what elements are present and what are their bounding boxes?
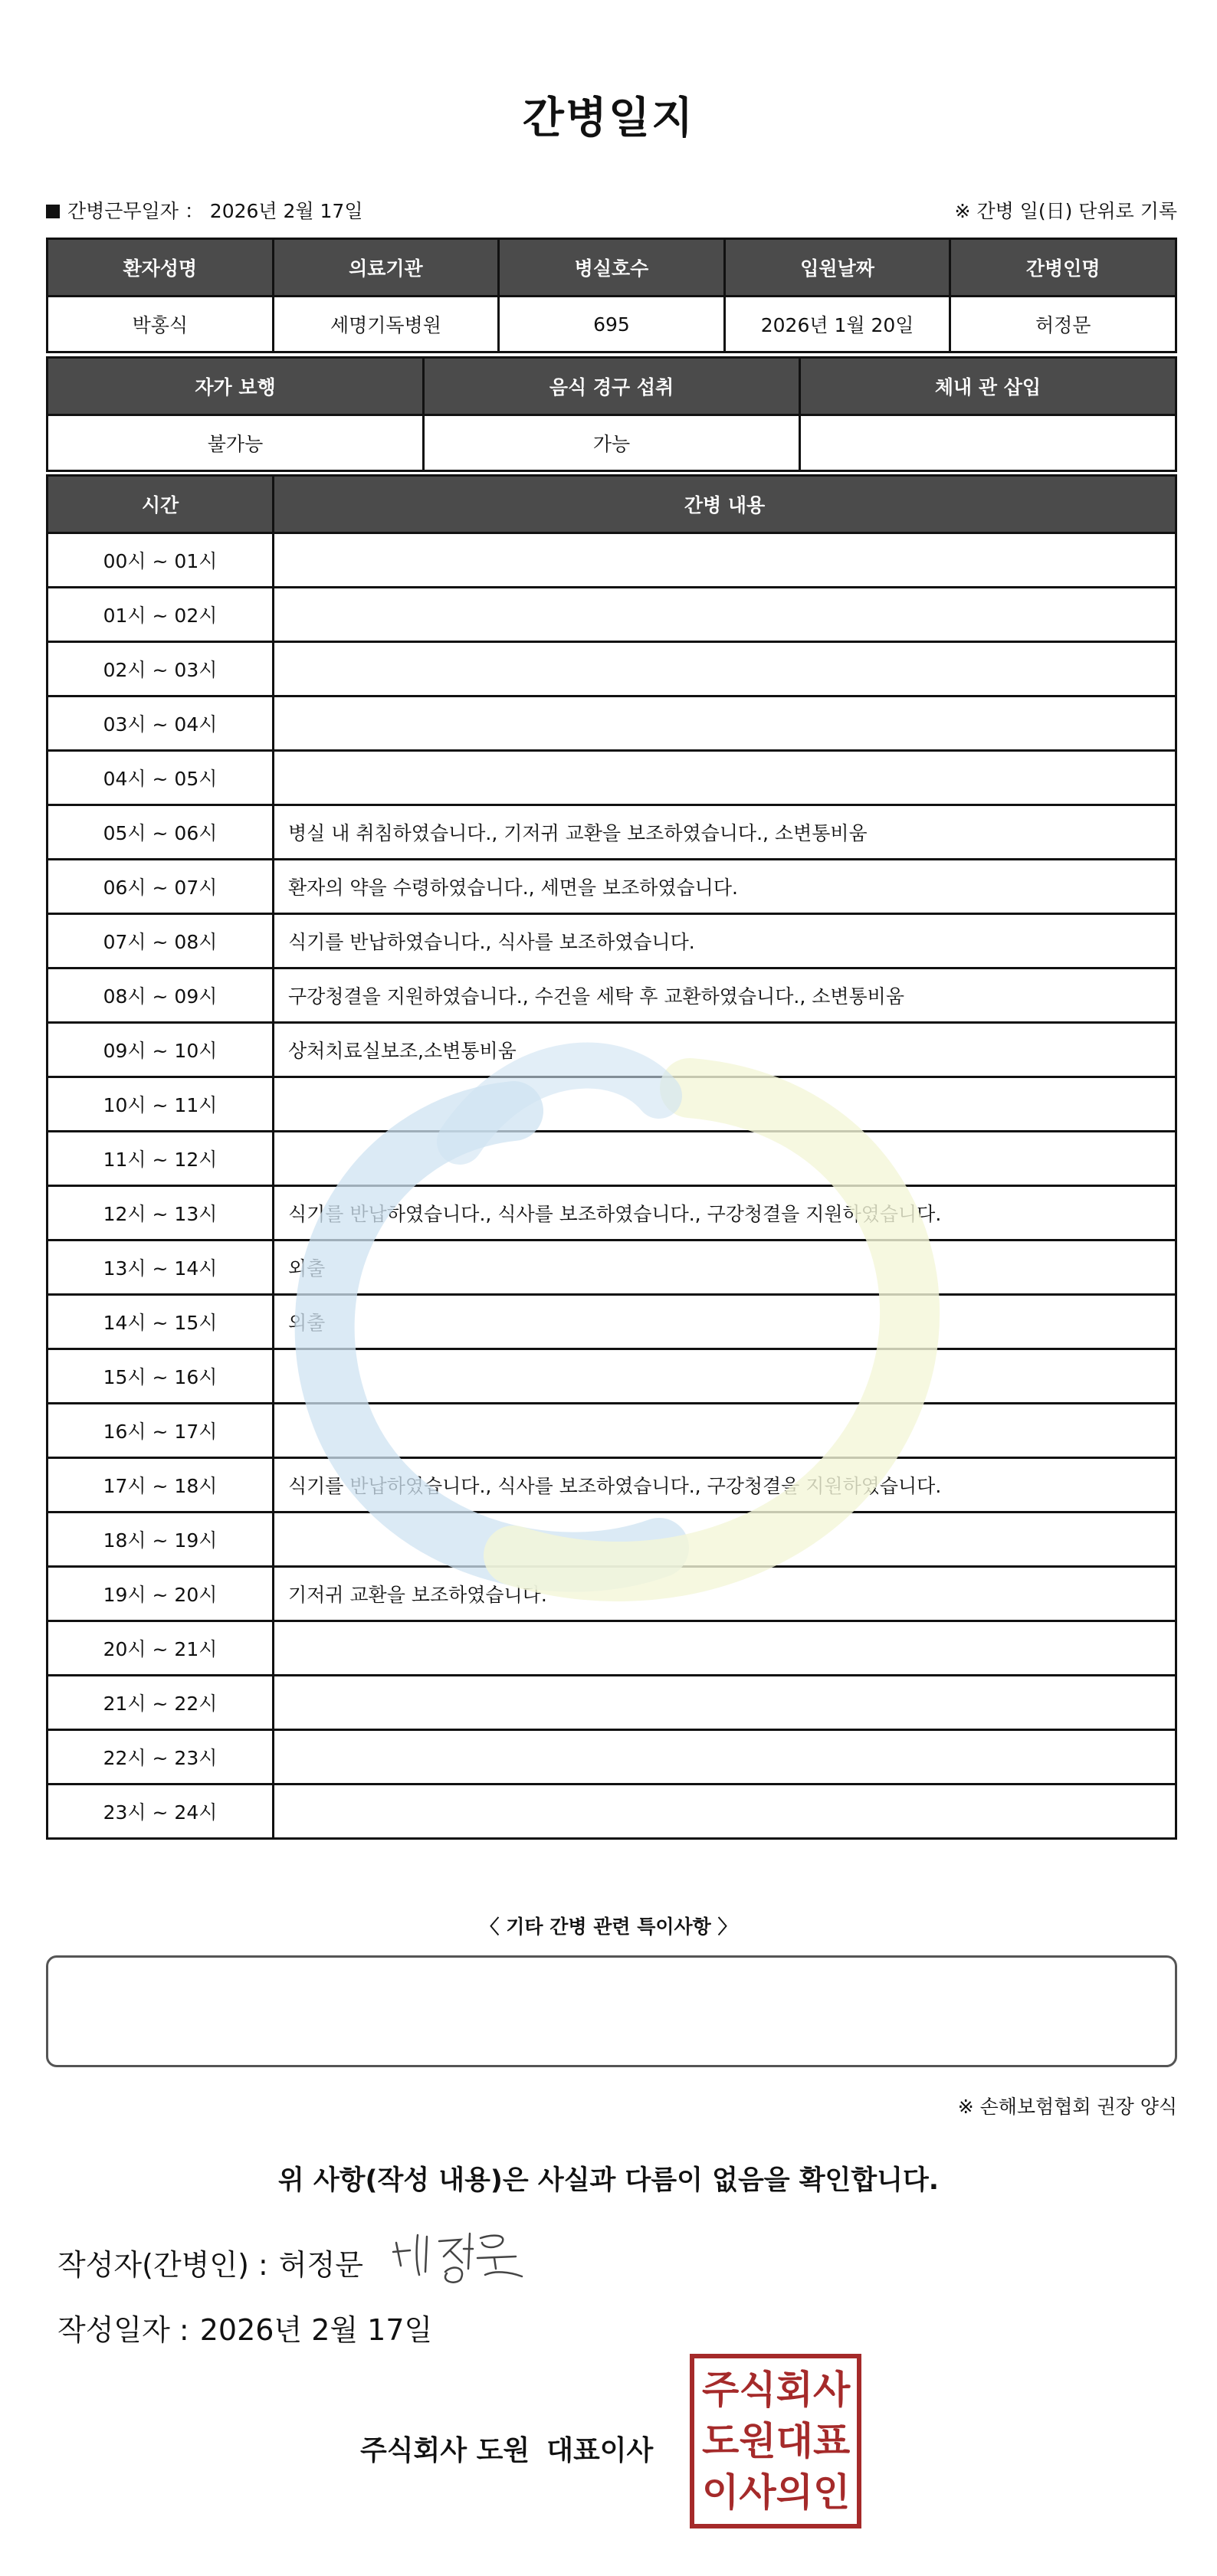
seal-character: 사 bbox=[739, 2469, 776, 2515]
care-content-cell bbox=[274, 751, 1176, 805]
record-note: ※ 간병 일(日) 단위로 기록 bbox=[954, 200, 1177, 222]
oral-intake-value: 가능 bbox=[424, 415, 800, 471]
seal-character: 이 bbox=[702, 2469, 740, 2515]
header-admission-date: 입원날짜 bbox=[724, 239, 950, 297]
seal-character: 의 bbox=[776, 2469, 813, 2515]
care-content-cell bbox=[274, 1676, 1176, 1730]
patient-info-table bbox=[46, 238, 1177, 353]
written-date-line bbox=[57, 2306, 432, 2348]
care-log-table bbox=[46, 474, 1177, 1840]
care-time-cell: 08시 ~ 09시 bbox=[48, 968, 274, 1023]
care-content-cell: 식기를 반납하였습니다., 식사를 보조하였습니다. bbox=[274, 914, 1176, 968]
hospital-name: 세명기독병원 bbox=[273, 297, 499, 352]
header-room-number: 병실호수 bbox=[499, 239, 725, 297]
care-log-row bbox=[48, 1730, 1176, 1785]
care-log-row bbox=[48, 1132, 1176, 1186]
room-number: 695 bbox=[499, 297, 725, 352]
care-log-row bbox=[48, 1240, 1176, 1295]
work-date-text: 간병근무일자 ： 2026년 2월 17일 bbox=[67, 200, 363, 222]
care-log-row bbox=[48, 1785, 1176, 1839]
care-time-cell: 06시 ~ 07시 bbox=[48, 860, 274, 914]
care-time-cell: 12시 ~ 13시 bbox=[48, 1186, 274, 1240]
document-title: 간병일지 bbox=[522, 93, 695, 143]
care-time-cell: 19시 ~ 20시 bbox=[48, 1567, 274, 1621]
admission-date: 2026년 1월 20일 bbox=[724, 297, 950, 352]
care-time-cell: 22시 ~ 23시 bbox=[48, 1730, 274, 1785]
patient-status-table bbox=[46, 356, 1177, 472]
writer-name: 허정문 bbox=[278, 2248, 363, 2282]
seal-character: 인 bbox=[812, 2469, 851, 2515]
header-hospital: 의료기관 bbox=[273, 239, 499, 297]
care-time-cell: 00시 ~ 01시 bbox=[48, 533, 274, 588]
care-content-cell: 식기를 반납하였습니다., 식사를 보조하였습니다., 구강청결을 지원하였습니다. bbox=[274, 1458, 1176, 1512]
care-content-cell: 외출 bbox=[274, 1295, 1176, 1349]
care-content-cell bbox=[274, 1404, 1176, 1458]
care-content-cell: 상처치료실보조,소변통비움 bbox=[274, 1023, 1176, 1077]
care-time-cell: 13시 ~ 14시 bbox=[48, 1240, 274, 1295]
care-time-cell: 15시 ~ 16시 bbox=[48, 1349, 274, 1404]
care-time-cell: 07시 ~ 08시 bbox=[48, 914, 274, 968]
care-log-row bbox=[48, 1458, 1176, 1512]
representative-title: 대표이사 bbox=[546, 2435, 654, 2466]
seal-characters bbox=[702, 2365, 849, 2518]
care-log-row bbox=[48, 860, 1176, 914]
care-time-cell: 11시 ~ 12시 bbox=[48, 1132, 274, 1186]
care-content-cell bbox=[274, 1621, 1176, 1676]
written-date-label: 작성일자 : bbox=[57, 2313, 189, 2347]
header-time: 시간 bbox=[48, 476, 274, 533]
tube-insertion-value bbox=[800, 415, 1176, 471]
care-time-cell: 01시 ~ 02시 bbox=[48, 588, 274, 642]
company-seal bbox=[690, 2354, 861, 2528]
care-content-cell: 병실 내 취침하였습니다., 기저귀 교환을 보조하였습니다., 소변통비움 bbox=[274, 805, 1176, 860]
care-log-row bbox=[48, 1676, 1176, 1730]
header-self-walking: 자가 보행 bbox=[48, 358, 424, 415]
care-time-cell: 09시 ~ 10시 bbox=[48, 1023, 274, 1077]
header-care-content: 간병 내용 bbox=[274, 476, 1176, 533]
square-bullet-icon bbox=[46, 205, 60, 218]
header-patient-name: 환자성명 bbox=[48, 239, 274, 297]
seal-character: 원 bbox=[739, 2418, 776, 2463]
care-time-cell: 02시 ~ 03시 bbox=[48, 642, 274, 696]
care-log-row bbox=[48, 751, 1176, 805]
care-time-cell: 05시 ~ 06시 bbox=[48, 805, 274, 860]
care-log-row bbox=[48, 1512, 1176, 1567]
care-log-row bbox=[48, 914, 1176, 968]
company-name: 주식회사 도원 bbox=[360, 2435, 530, 2466]
care-log-row bbox=[48, 968, 1176, 1023]
seal-character: 표 bbox=[812, 2418, 851, 2463]
written-date-value: 2026년 2월 17일 bbox=[199, 2313, 433, 2347]
care-content-cell bbox=[274, 696, 1176, 751]
work-date bbox=[46, 196, 362, 224]
care-time-cell: 16시 ~ 17시 bbox=[48, 1404, 274, 1458]
seal-character: 주 bbox=[702, 2368, 740, 2413]
company-signature-line bbox=[360, 2429, 653, 2468]
care-content-cell bbox=[274, 1349, 1176, 1404]
confirmation-statement: 위 사항(작성 내용)은 사실과 다름이 없음을 확인합니다. bbox=[277, 2165, 940, 2196]
writer-label: 작성자(간병인) : bbox=[57, 2248, 268, 2282]
care-time-cell: 21시 ~ 22시 bbox=[48, 1676, 274, 1730]
seal-character: 회 bbox=[776, 2368, 813, 2413]
care-log-row bbox=[48, 1349, 1176, 1404]
recommendation-note: ※ 손해보험협회 권장 양식 bbox=[957, 2096, 1177, 2118]
care-log-row bbox=[48, 642, 1176, 696]
care-log-row bbox=[48, 1023, 1176, 1077]
care-log-row bbox=[48, 1621, 1176, 1676]
care-content-cell bbox=[274, 1132, 1176, 1186]
care-log-row bbox=[48, 588, 1176, 642]
care-log-row bbox=[48, 1077, 1176, 1132]
writer-line bbox=[57, 2241, 363, 2283]
care-content-cell bbox=[274, 1077, 1176, 1132]
care-time-cell: 20시 ~ 21시 bbox=[48, 1621, 274, 1676]
header-tube-insertion: 체내 관 삽입 bbox=[800, 358, 1176, 415]
care-log-row bbox=[48, 1186, 1176, 1240]
seal-character: 도 bbox=[702, 2418, 740, 2463]
care-content-cell: 구강청결을 지원하였습니다., 수건을 세탁 후 교환하였습니다., 소변통비움 bbox=[274, 968, 1176, 1023]
care-log-row bbox=[48, 533, 1176, 588]
patient-name: 박홍식 bbox=[48, 297, 274, 352]
care-log-row bbox=[48, 1404, 1176, 1458]
special-notes-box bbox=[46, 1955, 1177, 2067]
seal-character: 사 bbox=[812, 2368, 851, 2413]
care-time-cell: 23시 ~ 24시 bbox=[48, 1785, 274, 1839]
care-time-cell: 18시 ~ 19시 bbox=[48, 1512, 274, 1567]
care-content-cell: 기저귀 교환을 보조하였습니다. bbox=[274, 1567, 1176, 1621]
caregiver-name: 허정문 bbox=[950, 297, 1176, 352]
care-content-cell bbox=[274, 1730, 1176, 1785]
care-time-cell: 14시 ~ 15시 bbox=[48, 1295, 274, 1349]
seal-character: 대 bbox=[776, 2418, 813, 2463]
care-time-cell: 03시 ~ 04시 bbox=[48, 696, 274, 751]
care-log-row bbox=[48, 1567, 1176, 1621]
care-time-cell: 04시 ~ 05시 bbox=[48, 751, 274, 805]
special-notes-title: 〈 기타 간병 관련 특이사항 〉 bbox=[480, 1916, 737, 1938]
handwritten-signature bbox=[387, 2226, 533, 2287]
care-content-cell: 환자의 약을 수령하였습니다., 세면을 보조하였습니다. bbox=[274, 860, 1176, 914]
care-content-cell: 식기를 반납하였습니다., 식사를 보조하였습니다., 구강청결을 지원하였습니다. bbox=[274, 1186, 1176, 1240]
care-log-row bbox=[48, 696, 1176, 751]
care-time-cell: 10시 ~ 11시 bbox=[48, 1077, 274, 1132]
care-content-cell bbox=[274, 1512, 1176, 1567]
self-walking-value: 불가능 bbox=[48, 415, 424, 471]
care-content-cell bbox=[274, 533, 1176, 588]
care-content-cell: 외출 bbox=[274, 1240, 1176, 1295]
care-content-cell bbox=[274, 642, 1176, 696]
care-content-cell bbox=[274, 1785, 1176, 1839]
header-oral-intake: 음식 경구 섭취 bbox=[424, 358, 800, 415]
care-log-row bbox=[48, 805, 1176, 860]
seal-character: 식 bbox=[739, 2368, 776, 2413]
care-time-cell: 17시 ~ 18시 bbox=[48, 1458, 274, 1512]
care-log-row bbox=[48, 1295, 1176, 1349]
care-content-cell bbox=[274, 588, 1176, 642]
header-caregiver-name: 간병인명 bbox=[950, 239, 1176, 297]
